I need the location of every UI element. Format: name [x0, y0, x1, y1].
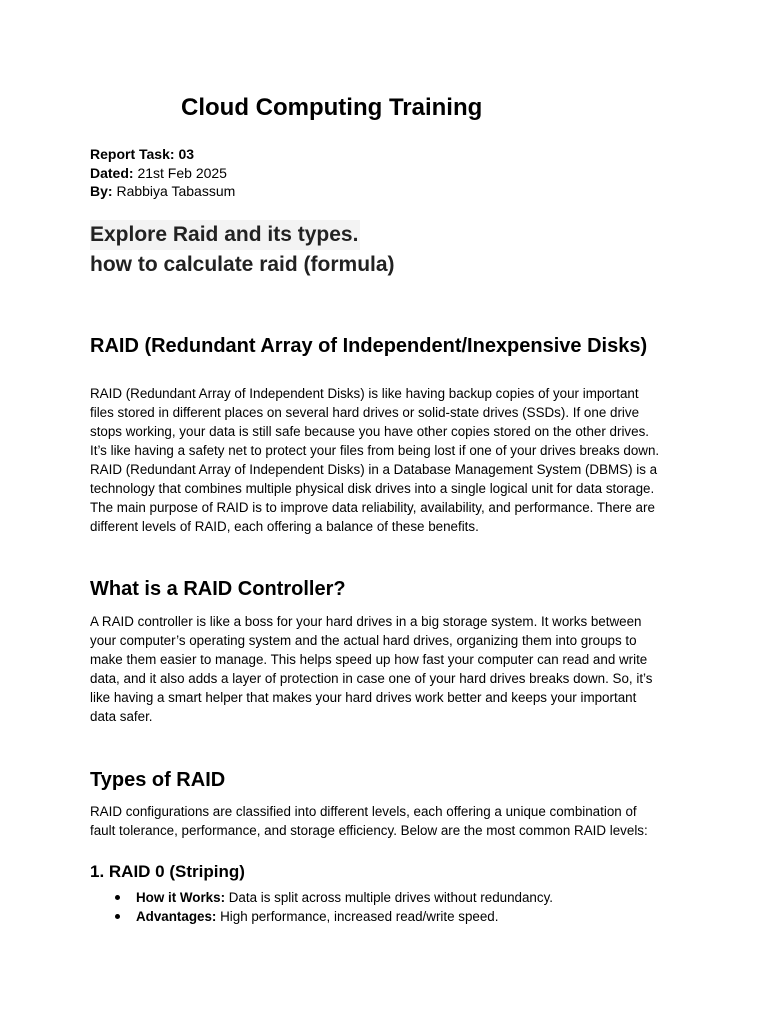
bullet-label: How it Works: [136, 890, 226, 905]
list-item [90, 907, 553, 926]
paragraph-line: RAID (Redundant Array of Independent Disks) is like having backup copies of your important [90, 386, 639, 401]
list-item [90, 888, 553, 907]
paragraph-line: technology that combines multiple physical disk drives into a single logical unit for data storage. [90, 481, 655, 496]
report-meta [90, 145, 235, 201]
raid0-bullet-list [90, 888, 553, 926]
paragraph-line: make them easier to manage. This helps speed up how fast your computer can read and write [90, 652, 648, 667]
bullet-text: High performance, increased read/write speed. [216, 909, 499, 924]
types-of-raid-paragraph [90, 802, 690, 840]
paragraph-line: files stored in different places on several hard drives or solid-state drives (SSDs). If one drive [90, 405, 640, 420]
bullet-label: Advantages: [136, 909, 217, 924]
paragraph-line: like having a smart helper that makes your hard drives work better and keeps your important [90, 690, 637, 705]
paragraph-line: RAID configurations are classified into different levels, each offering a unique combination of [90, 804, 637, 819]
bullet-icon [115, 914, 120, 919]
raid-controller-heading: What is a RAID Controller? [90, 578, 346, 600]
bullet-text: Data is split across multiple drives without redundancy. [225, 890, 553, 905]
raid-intro-heading: RAID (Redundant Array of Independent/Inexpensive Disks) [90, 335, 648, 357]
paragraph-line: fault tolerance, performance, and storage efficiency. Below are the most common RAID levels: [90, 823, 648, 838]
raid-controller-paragraph [90, 612, 690, 726]
paragraph-line: data, and it also adds a layer of protection in case one of your hard drives breaks down. So, it’s [90, 671, 653, 686]
bullet-icon [115, 895, 120, 900]
author-label: By: [90, 183, 113, 199]
paragraph-line: different levels of RAID, each offering a balance of these benefits. [90, 519, 479, 534]
types-of-raid-heading: Types of RAID [90, 769, 226, 791]
paragraph-line: your computer’s operating system and the actual hard drives, organizing them into groups to [90, 633, 637, 648]
paragraph-line: The main purpose of RAID is to improve data reliability, availability, and performance. There are [90, 500, 655, 515]
document-title: Cloud Computing Training [181, 94, 483, 121]
dated-row [90, 164, 235, 183]
task-heading [90, 220, 395, 280]
task-heading-line-1: Explore Raid and its types. [90, 220, 360, 250]
raid0-heading: 1. RAID 0 (Striping) [90, 862, 245, 881]
paragraph-line: data safer. [90, 709, 153, 724]
paragraph-line: It’s like having a safety net to protect your files from being lost if one of your drives breaks down. [90, 443, 660, 458]
author-value: Rabbiya Tabassum [116, 183, 236, 199]
paragraph-line: stops working, your data is still safe because you have other copies stored on the other drives. [90, 424, 649, 439]
dated-value: 21st Feb 2025 [137, 164, 227, 181]
author-row [90, 182, 235, 201]
task-heading-line-2: how to calculate raid (formula) [90, 253, 395, 276]
paragraph-line: A RAID controller is like a boss for your hard drives in a big storage system. It works between [90, 614, 642, 629]
report-task-label: Report Task: [90, 146, 175, 162]
dated-label: Dated: [90, 164, 134, 181]
report-task-value: 03 [178, 146, 195, 162]
report-task-row [90, 145, 235, 164]
raid-intro-paragraph [90, 384, 690, 536]
paragraph-line: RAID (Redundant Array of Independent Disks) in a Database Management System (DBMS) is a [90, 462, 658, 477]
